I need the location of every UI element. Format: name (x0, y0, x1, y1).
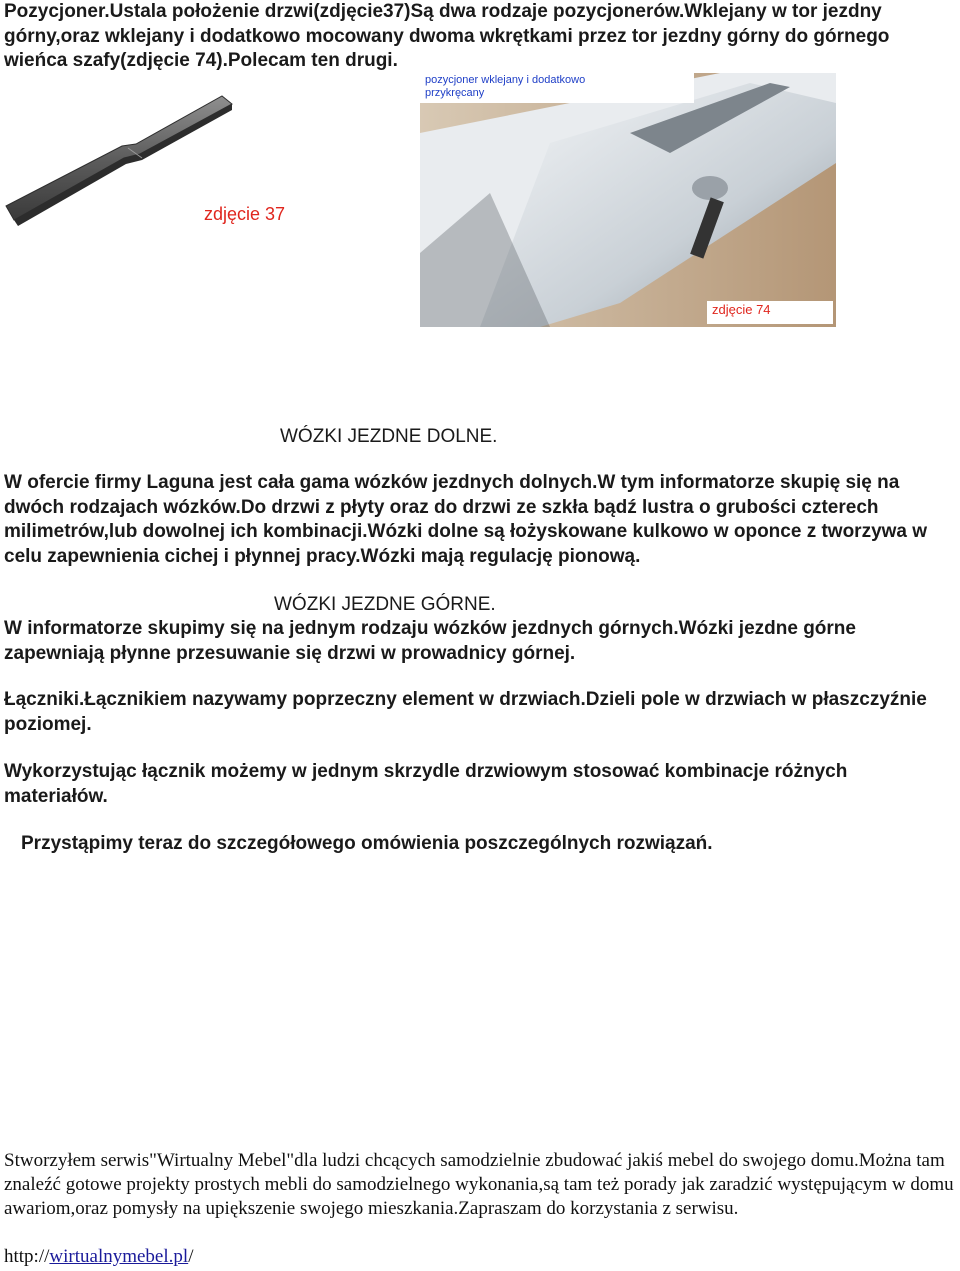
mounted-positioner-image (420, 73, 836, 327)
positioner-photo-74 (420, 73, 836, 327)
upper-carriages-body: W informatorze skupimy się na jednym rodzaju wózków jezdnych górnych.Wózki jezdne górne zapewniają płynne przesuwanie się drzwi w prowadnicy górnej. (4, 618, 856, 664)
photo-37-label: zdjęcie 37 (204, 204, 286, 224)
intro-paragraph: Pozycjoner.Ustala położenie drzwi(zdjęcie37)Są dwa rodzaje pozycjonerów.Wklejany w tor jezdny górny,oraz wklejany i dodatkowo mocowany dwoma wkrętkami przez tor jezdny górny do górnego wieńca szafy(zdjęcie 74).Polecam ten drugi. (4, 1, 890, 71)
footer-url-prefix: http:// (4, 1246, 50, 1267)
connectors-paragraph-3: Przystąpimy teraz do szczegółowego omówienia poszczególnych rozwiązań. (21, 833, 713, 854)
connectors-paragraph-1: Łączniki.Łącznikiem nazywamy poprzeczny element w drzwiach.Dzieli pole w drzwiach w płaszczyźnie poziomej. (4, 689, 927, 735)
photo-74-caption-line1: pozycjoner wklejany i dodatkowo (425, 74, 586, 86)
site-link[interactable]: wirtualnymebel.pl (49, 1246, 189, 1267)
connectors-paragraph-2: Wykorzystując łącznik możemy w jednym skrzydle drzwiowym stosować kombinacje różnych materiałów. (4, 761, 848, 807)
lower-carriages-body: W ofercie firmy Laguna jest cała gama wózków jezdnych dolnych.W tym informatorze skupię się na dwóch rodzajach wózków.Do drzwi z płyty oraz do drzwi ze szkła bądź lustra o grubości czterech milimetrów,lub dowolnej ich kombinacji.Wózki dolne są łożyskowane kulkowo w oponce z tworzywa w celu zapewnienia cichej i płynnej pracy.Wózki mają regulację pionową. (4, 472, 928, 567)
footer-url-suffix: / (188, 1246, 194, 1267)
photo-74-caption (420, 73, 694, 103)
footer-url (4, 1245, 954, 1269)
footer-text: Stworzyłem serwis"Wirtualny Mebel"dla ludzi chcących samodzielnie zbudować jakiś mebel do swojego domu.Można tam znaleźć gotowe projekty prostych mebli do samodzielnego wykonania,są tam też porady jak zaradzić występującym w domu awariom,oraz pomysły na upiększenie swojego mieszkania.Zapraszam do korzystania z serwisu. (4, 1150, 954, 1219)
photo-74-caption-line2: przykręcany (425, 87, 485, 99)
photo-74-label (707, 301, 833, 324)
photo-74-label-text: zdjęcie 74 (712, 302, 771, 317)
upper-carriages-heading: WÓZKI JEZDNE GÓRNE. (274, 594, 496, 615)
lower-carriages-heading: WÓZKI JEZDNE DOLNE. (280, 426, 498, 447)
